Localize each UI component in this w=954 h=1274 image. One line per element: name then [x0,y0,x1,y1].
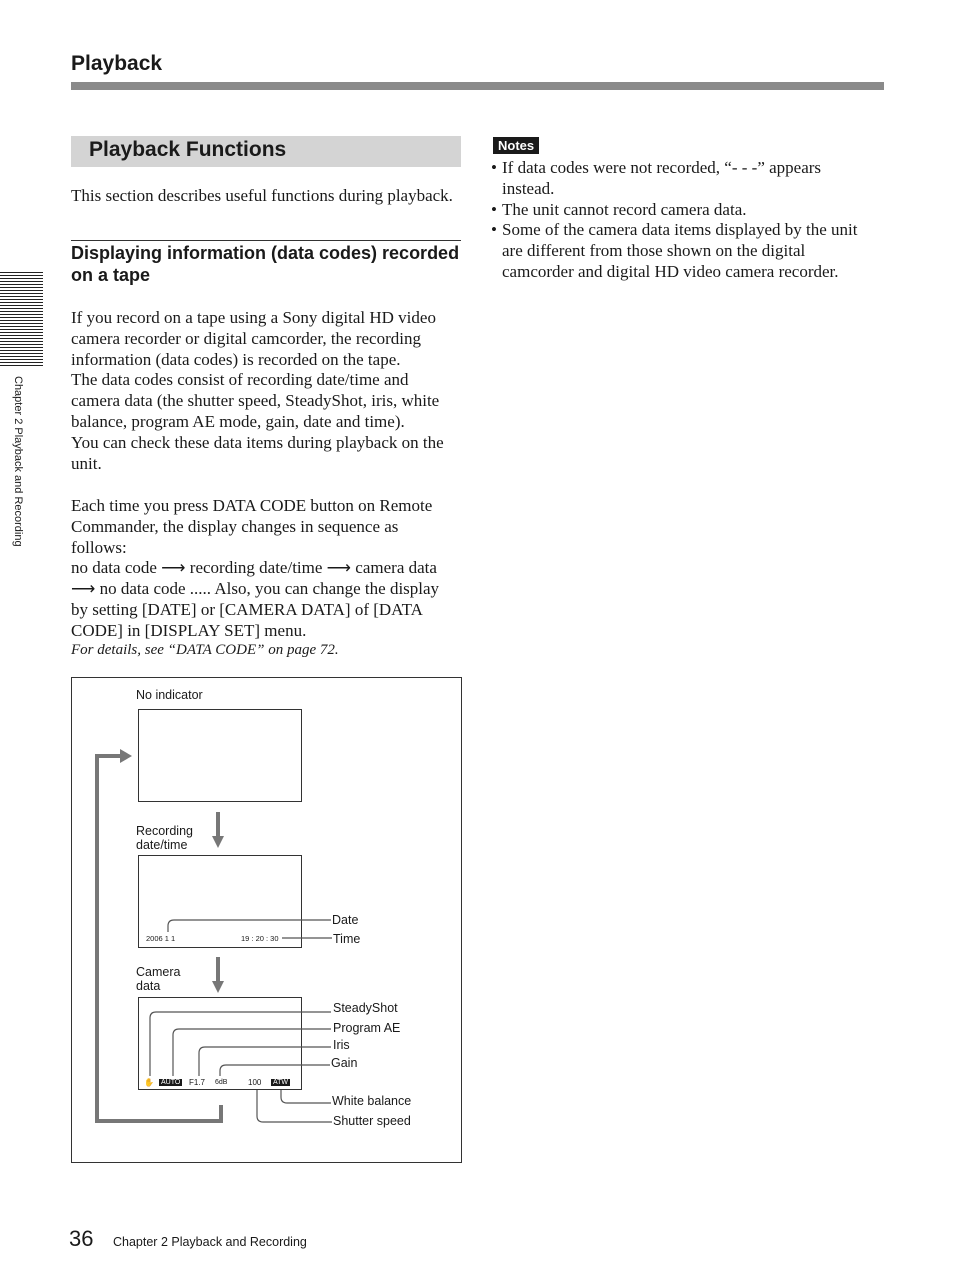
leader-white-balance [281,1090,331,1103]
notes-list [491,158,881,283]
label-line: data [136,979,161,993]
callout-leader-lines [150,920,332,1122]
figure-label-no-indicator: No indicator [136,688,203,702]
text-line: camera data (the shutter speed, SteadyShot, iris, white [71,391,440,411]
note-item [491,220,881,282]
time-readout: 19 : 20 : 30 [241,934,279,943]
text-line: unit. [71,453,102,473]
right-arrow-icon: ⟶ [326,558,352,578]
leader-date [168,920,331,932]
text-line: The data codes consist of recording date/time and [71,370,409,390]
note-item [491,158,881,200]
note-line: are different from those shown on the digital [502,241,806,261]
white-balance-badge: ATW [273,1079,289,1086]
text-line: information (data codes) is recorded on the tape. [71,349,401,369]
cross-reference: For details, see “DATA CODE” on page 72. [71,642,339,658]
note-line: • If data codes were not recorded, “- - -” appears [502,158,822,177]
text-line: Each time you press DATA CODE button on Remote [71,496,433,515]
text-line: camera recorder or digital camcorder, the recording [71,328,421,348]
leader-shutter-speed [257,1090,332,1122]
page-number: 36 [69,1226,94,1251]
section-title: Playback Functions [89,138,287,161]
label-line: Camera [136,965,181,979]
note-line: • Some of the camera data items displayed by the unit [502,220,858,240]
text-line: Commander, the display changes in sequence as [71,516,399,536]
leader-gain [220,1065,330,1076]
program-ae-badge: AUTO [161,1079,181,1086]
side-chapter-label: Chapter 2 Playback and Recording [12,376,24,547]
footer-chapter: Chapter 2 Playback and Recording [113,1235,307,1249]
note-line: instead. [502,178,555,198]
notes-badge: Notes [493,137,539,154]
leader-iris [199,1047,331,1076]
date-readout: 2006 1 1 [146,934,176,943]
callout-iris: Iris [333,1038,350,1052]
iris-readout: F1.7 [189,1078,206,1087]
sequence-item: no data code [71,558,157,578]
page-header-title: Playback [71,52,163,75]
callout-program-ae: Program AE [333,1021,401,1035]
note-item [491,200,881,221]
subheading: Displaying information (data codes) recorded on a tape [71,243,460,285]
callout-shutter-speed: Shutter speed [333,1114,411,1128]
leader-program-ae [173,1029,331,1076]
cycle-loop-arrowhead [120,749,132,763]
intro-paragraph: This section describes useful functions during playback. [71,186,453,205]
callout-white-balance: White balance [332,1094,412,1108]
right-arrow-icon: ⟶ [71,579,96,599]
cycle-loop-arrow [97,756,221,1121]
chapter-tab-marks [0,272,43,366]
down-arrow-head-2 [212,981,224,993]
note-line: • The unit cannot record camera data. [502,199,747,219]
callout-date: Date [332,913,359,927]
callout-time: Time [333,932,361,946]
down-arrow-head-1 [212,836,224,848]
shutter-readout: 100 [248,1078,262,1087]
callout-steadyshot: SteadyShot [333,1001,398,1015]
text-line: If you record on a tape using a Sony digital HD video [71,308,436,327]
right-arrow-icon: ⟶ [161,558,186,578]
text-line: balance, program AE mode, gain, date and time). [71,411,405,431]
label-line: date/time [136,838,188,852]
leader-steadyshot [150,1012,331,1076]
label-line: Recording [136,824,193,838]
sequence-item: recording date/time [189,558,323,578]
steadyshot-icon: ✋ [144,1078,154,1087]
text-line: You can check these data items during playback on the [71,432,444,452]
gain-readout: 6dB [215,1079,228,1086]
note-line: camcorder and digital HD video camera recorder. [502,261,839,281]
sequence-item: no data code ..... Also, you can change the display [99,579,440,599]
text-line: by setting [DATE] or [CAMERA DATA] of [DATA [71,599,423,619]
text-line: follows: [71,537,127,557]
text-line: CODE] in [DISPLAY SET] menu. [71,620,307,640]
callout-gain: Gain [331,1056,358,1070]
sequence-item: camera data [355,558,437,578]
